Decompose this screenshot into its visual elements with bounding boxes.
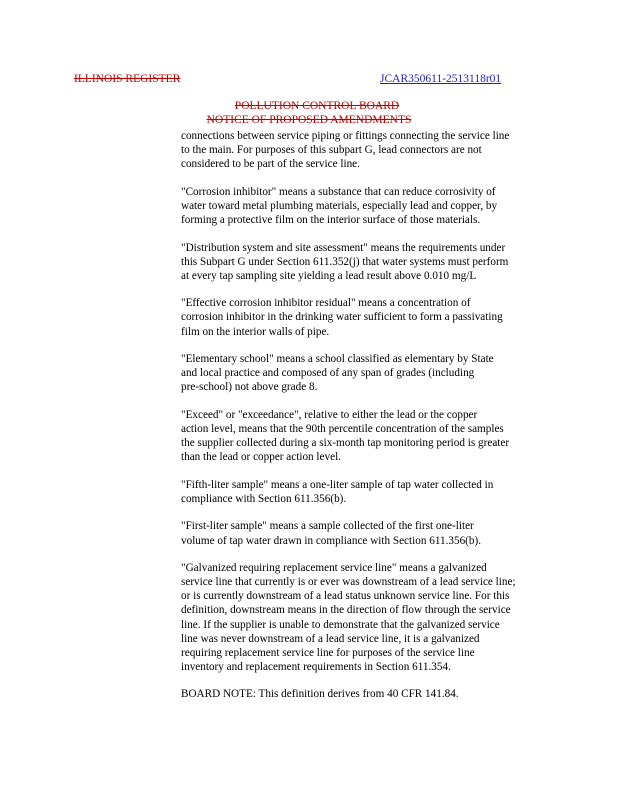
board-note [181,687,581,701]
text-line: pre-school) not above grade 8. [181,381,318,394]
definition-exceed [181,408,581,464]
text-line: line was never downstream of a lead service line, it is a galvanized [181,632,480,645]
text-line: "Corrosion inhibitor" means a substance that can reduce corrosivity of [181,185,496,198]
text-line: service line that currently is or ever was downstream of a lead service line; [181,576,516,589]
definition-galvanized-requiring-replacement [181,561,581,674]
text-line: "Fifth-liter sample" means a one-liter sample of tap water collected in [181,478,494,491]
text-line: requiring replacement service line for purposes of the service line [181,646,475,659]
text-line: line. If the supplier is unable to demonstrate that the galvanized service [181,618,500,631]
definition-effective-corrosion-inhibitor-residual [181,296,581,338]
board-title: POLLUTION CONTROL BOARD [234,100,400,112]
text-line: connections between service piping or fittings connecting the service line [181,130,510,142]
text-line: than the lead or copper action level. [181,451,341,464]
text-line: "First-liter sample" means a sample collected of the first one-liter [181,520,474,533]
definition-distribution-system-assessment [181,241,581,283]
text-line: action level, means that the 90th percentile concentration of the samples [181,423,504,435]
header-register-name: ILLINOIS REGISTER [74,73,181,85]
text-line: film on the interior walls of pipe. [181,325,330,338]
text-line: considered to be part of the service line. [181,158,360,171]
text-line: "Effective corrosion inhibitor residual" means a concentration of [181,297,471,310]
header-document-id: JCAR350611-2513118r01 [380,73,502,85]
text-line: "Elementary school" means a school classified as elementary by State [181,353,494,366]
definition-first-liter-sample [181,519,581,547]
text-line: at every tap sampling site yielding a lead result above 0.010 mg/L [181,269,477,282]
definition-corrosion-inhibitor [181,185,581,227]
text-line: the supplier collected during a six-month tap monitoring period is greater [181,437,510,450]
definition-fifth-liter-sample [181,478,581,506]
text-line: compliance with Section 611.356(b). [181,492,347,505]
text-line: definition, downstream means in the direction of flow through the service [181,604,511,617]
definition-elementary-school [181,352,581,394]
text-line: and local practice and composed of any span of grades (including [181,367,475,380]
paragraph-service-line-continued [181,129,581,171]
text-line: "Distribution system and site assessment" means the requirements under [181,241,506,254]
text-line: to the main. For purposes of this subpart G, lead connectors are not [181,144,482,157]
text-line: volume of tap water drawn in compliance with Section 611.356(b). [181,534,482,547]
document-body [181,129,581,715]
text-line: forming a protective film on the interior surface of those materials. [181,213,481,226]
text-line: "Exceed" or "exceedance", relative to either the lead or the copper [181,408,478,421]
text-line: water toward metal plumbing materials, especially lead and copper, by [181,199,498,212]
text-line: inventory and replacement requirements in Section 611.354. [181,660,451,673]
text-line: "Galvanized requiring replacement service line" means a galvanized [181,562,487,575]
notice-title: NOTICE OF PROPOSED AMENDMENTS [206,114,412,126]
text-line: corrosion inhibitor in the drinking water sufficient to form a passivating [181,311,503,324]
text-line: BOARD NOTE: This definition derives from 40 CFR 141.84. [181,688,459,701]
text-line: this Subpart G under Section 611.352(j) that water systems must perform [181,255,509,268]
text-line: or is currently downstream of a lead status unknown service line. For this [181,590,510,603]
